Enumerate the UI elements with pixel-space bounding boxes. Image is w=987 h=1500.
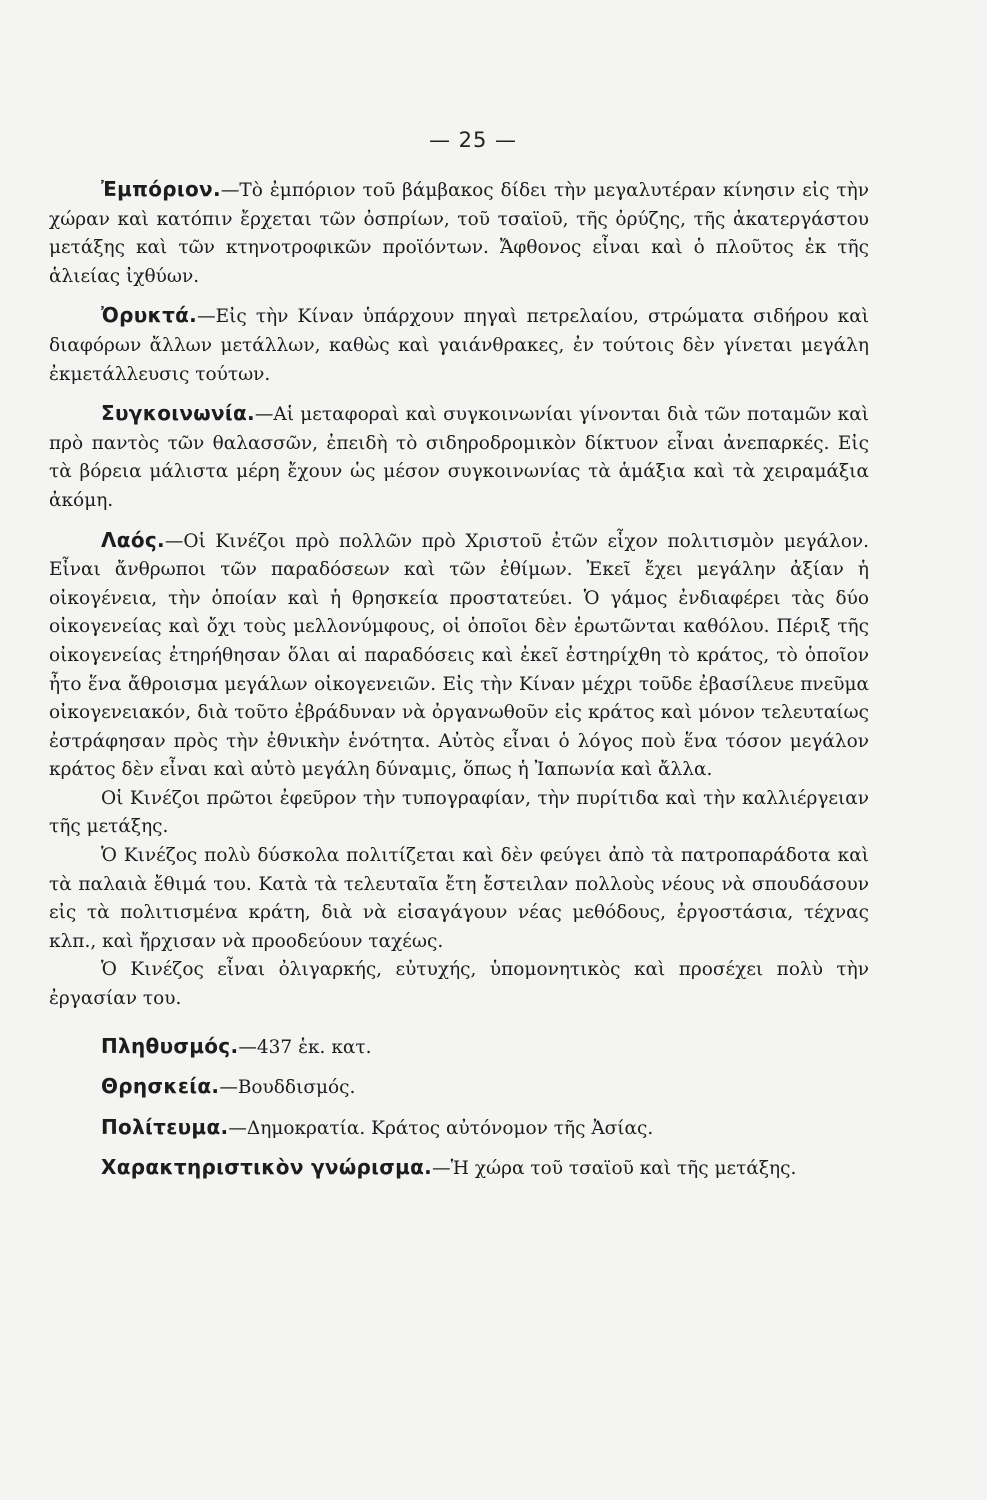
section-commerce <box>49 175 869 291</box>
section-communications <box>49 399 869 515</box>
fact-heading: Θρησκεία. <box>101 1074 220 1099</box>
section-heading: Συγκοινωνία. <box>101 401 255 426</box>
section-text: —Αἱ μεταφοραὶ καὶ συγκοινωνίαι γίνονται διὰ τῶν ποταμῶν καὶ πρὸ παντὸς τῶν θαλασσῶν, ἐπειδὴ τὸ σιδηροδρομικὸν δίκτυον εἶναι ἀνεπαρκές. Εἰς τὰ βόρεια μάλιστα μέρη ἔχουν ὡς μέσον συγκοινωνίας τὰ ἁμάξια καὶ τὰ χειραμάξια ἀκόμη. <box>49 404 869 511</box>
page-body <box>49 175 869 1184</box>
section-heading: Λαός. <box>101 527 165 552</box>
fact-heading: Χαρακτηριστικὸν γνώρισμα. <box>101 1155 433 1180</box>
fact-population <box>49 1032 869 1063</box>
section-heading: Ὀρυκτά. <box>101 303 198 328</box>
section-people <box>49 526 869 785</box>
fact-heading: Πληθυσμός. <box>101 1033 239 1058</box>
fact-text: —Βουδδισμός. <box>219 1077 356 1099</box>
fact-text: —Ἡ χώρα τοῦ τσαϊοῦ καὶ τῆς μετάξης. <box>432 1158 797 1180</box>
section-text: —Οἱ Κινέζοι πρὸ πολλῶν πρὸ Χριστοῦ ἐτῶν εἶχον πολιτισμὸν μεγάλον. Εἶναι ἄνθρωποι τῶν παραδόσεων καὶ τῶν ἐθίμων. Ἐκεῖ ἔχει μεγάλην ἀξίαν ἡ οἰκογένεια, τὴν ὁποίαν καὶ ἡ θρησκεία προστατεύει. Ὁ γάμος ἐνδιαφέρει τὰς δύο οἰκογενείας καὶ ὄχι τοὺς μελλονύμφους, οἱ ὁποῖοι δὲν ἐρωτῶνται καθόλου. Πέριξ τῆς οἰκογενείας ἐτηρήθησαν ὅλαι αἱ παραδόσεις καὶ ἐκεῖ ἐστηρίχθη τὸ κράτος, τὸ ὁποῖον ἦτο ἕνα ἄθροισμα μεγάλων οἰκογενειῶν. Εἰς τὴν Κίναν μέχρι τοῦδε ἐβασίλευε πνεῦμα οἰκογενειακόν, διὰ τοῦτο ἐβράδυναν νὰ ὀργανωθοῦν εἰς κράτος καὶ μόνον τελευταίως ἐστράφησαν πρὸς τὴν ἐθνικὴν ἑνότητα. Αὐτὸς εἶναι ὁ λόγος ποὺ ἕνα τόσον μεγάλον κράτος δὲν εἶναι καὶ αὐτὸ μεγάλη δύναμις, ὅπως ἡ Ἰαπωνία καὶ ἄλλα. <box>49 530 869 781</box>
fact-text: —Δημοκρατία. Κράτος αὐτόνομον τῆς Ἀσίας. <box>228 1117 654 1139</box>
paragraph: Οἱ Κινέζοι πρῶτοι ἐφεῦρον τὴν τυπογραφίαν, τὴν πυρίτιδα καὶ τὴν καλλιέργειαν τῆς μετάξης. <box>49 787 869 838</box>
section-minerals <box>49 301 869 389</box>
section-heading: Ἐμπόριον. <box>101 177 221 201</box>
fact-government <box>49 1113 869 1144</box>
paragraph: Ὁ Κινέζος εἶναι ὀλιγαρκής, εὐτυχής, ὑπομονητικὸς καὶ προσέχει πολὺ τὴν ἐργασίαν του. <box>49 959 869 1010</box>
fact-text: —437 ἑκ. κατ. <box>238 1036 372 1058</box>
page-number: — 25 — <box>428 128 518 152</box>
section-text: —Τὸ ἐμπόριον τοῦ βάμβακος δίδει τὴν μεγαλυτέραν κίνησιν εἰς τὴν χώραν καὶ κατόπιν ἔρχεται τῶν ὀσπρίων, τοῦ τσαϊοῦ, τῆς ὀρύζης, τῆς ἀκατεργάστου μετάξης καὶ τῶν κτηνοτροφικῶν προϊόντων. Ἄφθονος εἶναι καὶ ὁ πλοῦτος ἐκ τῆς ἁλιείας ἰχθύων. <box>49 180 869 287</box>
section-text: —Εἰς τὴν Κίναν ὑπάρχουν πηγαὶ πετρελαίου, στρώματα σιδήρου καὶ διαφόρων ἄλλων μετάλλων, καθὼς καὶ γαιάνθρακες, ἐν τούτοις δὲν γίνεται μεγάλη ἐκμετάλλευσις τούτων. <box>49 306 869 385</box>
fact-heading: Πολίτευμα. <box>101 1114 229 1139</box>
fact-characteristic <box>49 1153 869 1184</box>
paragraph: Ὁ Κινέζος πολὺ δύσκολα πολιτίζεται καὶ δὲν φεύγει ἀπὸ τὰ πατροπαράδοτα καὶ τὰ παλαιὰ ἔθιμά του. Κατὰ τὰ τελευταῖα ἔτη ἔστειλαν πολλοὺς νέους νὰ σπουδάσουν εἰς τὰ πολιτισμένα κράτη, διὰ νὰ εἰσαγάγουν νέας μεθόδους, ἐργοστάσια, τέχνας κλπ., καὶ ἤρχισαν νὰ προοδεύουν ταχέως. <box>49 845 869 952</box>
fact-religion <box>49 1072 869 1103</box>
